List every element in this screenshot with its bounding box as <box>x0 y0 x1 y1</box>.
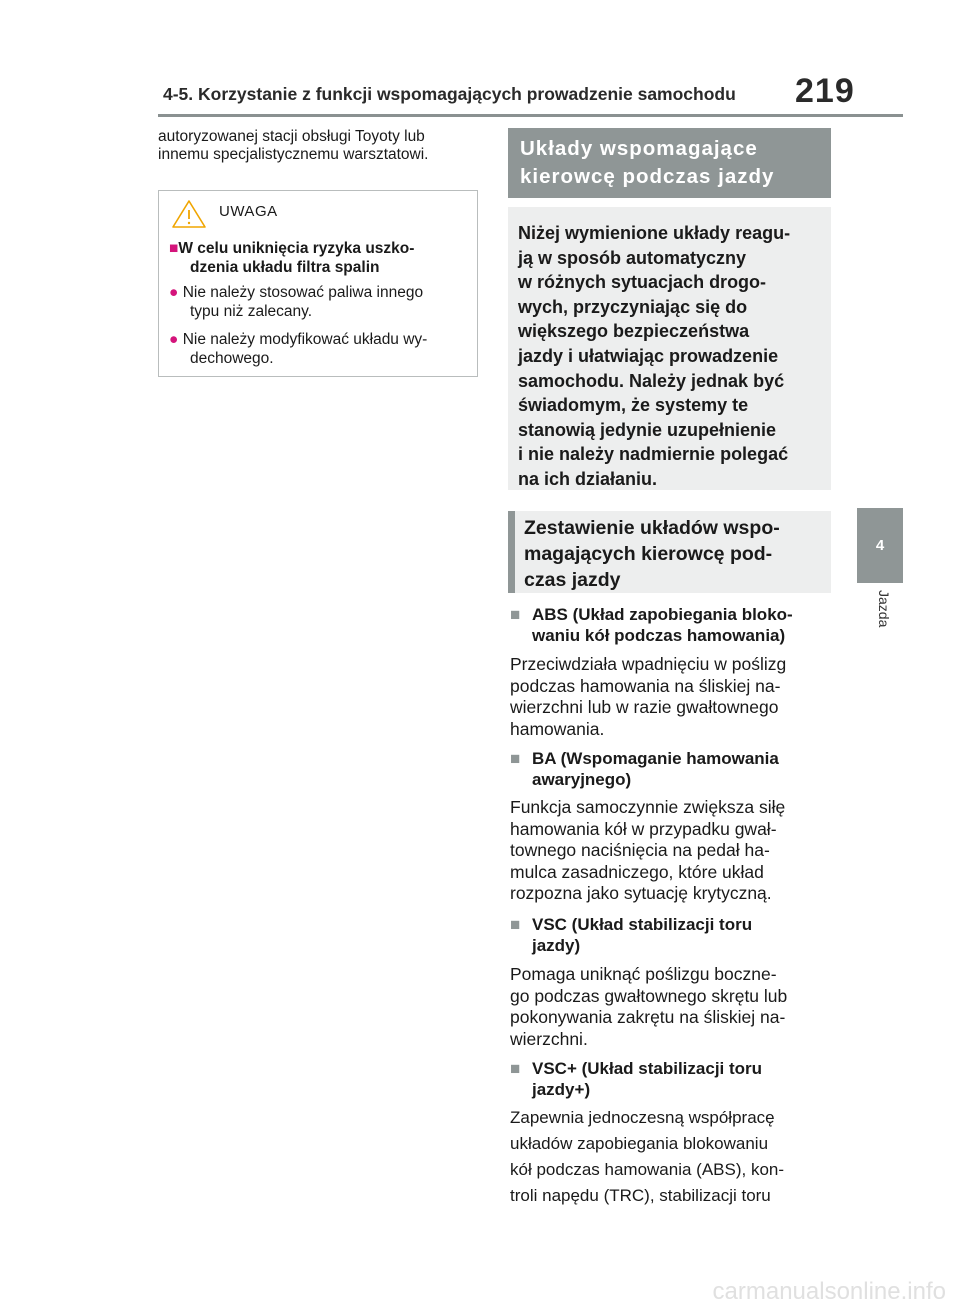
feature-text-vsc-plus <box>510 1105 832 1209</box>
feature-title-abs <box>510 604 832 646</box>
intro-box <box>508 207 831 490</box>
feature-title-line: VSC (Układ stabilizacji toru <box>532 915 753 934</box>
chapter-label: Jazda <box>876 590 892 628</box>
feature-title-line: ABS (Układ zapobiegania bloko- <box>532 605 793 624</box>
section-header-title: 4-5. Korzystanie z funkcji wspomagających prowadzenie samochodu <box>163 84 736 104</box>
feature-text-line: hamowania. <box>510 718 605 739</box>
feature-text-ba <box>510 797 832 905</box>
warning-bullet-line: Nie należy stosować paliwa innego <box>182 284 424 301</box>
continued-paragraph <box>158 128 480 164</box>
feature-text-line: kół podczas hamowania (ABS), kon- <box>510 1160 785 1179</box>
feature-title-line: BA (Wspomaganie hamowania <box>532 749 779 768</box>
feature-text-line: go podczas gwałtownego skrętu lub <box>510 985 788 1006</box>
warning-bullet-line: dechowego. <box>190 350 274 367</box>
feature-title-ba <box>510 748 832 790</box>
intro-line: jazdy i ułatwiając prowadzenie <box>518 345 779 366</box>
warning-bullet <box>169 330 469 368</box>
left-column <box>158 128 480 164</box>
feature-title-line: jazdy) <box>532 936 581 955</box>
feature-title-line: waniu kół podczas hamowania) <box>532 626 786 645</box>
intro-line: ją w sposób automatyczny <box>518 247 747 268</box>
subsection-heading-line: Zestawienie układów wspo- <box>524 517 780 539</box>
paragraph-line: innemu specjalistycznemu warsztatowi. <box>158 146 429 163</box>
feature-title-vsc-plus <box>510 1058 832 1100</box>
feature-text-line: hamowania kół w przypadku gwał- <box>510 818 777 839</box>
square-bullet-icon: ■ <box>510 749 521 768</box>
intro-line: samochodu. Należy jednak być <box>518 370 785 391</box>
square-bullet-icon: ■ <box>510 605 521 624</box>
feature-text-line: Przeciwdziała wpadnięciu w poślizg <box>510 654 787 674</box>
feature-text-line: troli napędu (TRC), stabilizacji toru <box>510 1186 771 1205</box>
chapter-tab <box>857 508 903 583</box>
warning-title: UWAGA <box>219 203 278 220</box>
feature-text-line: Funkcja samoczynnie zwiększa siłę <box>510 797 786 817</box>
feature-text-line: wierzchni lub w razie gwałtownego <box>510 697 779 718</box>
intro-line: wych, przyczyniając się do <box>518 296 748 317</box>
intro-line: stanowią jedynie uzupełnienie <box>518 419 777 440</box>
intro-line: większego bezpieczeństwa <box>518 321 750 342</box>
round-bullet-icon: ● <box>169 331 179 348</box>
square-bullet-icon: ■ <box>169 240 179 257</box>
feature-text-line: pokonywania zakrętu na śliskiej na- <box>510 1007 786 1028</box>
round-bullet-icon: ● <box>169 284 179 301</box>
chapter-number: 4 <box>875 537 885 554</box>
feature-title-line: VSC+ (Układ stabilizacji toru <box>532 1059 763 1078</box>
warning-box <box>158 190 478 377</box>
feature-text-line: mulca zasadniczego, które układ <box>510 861 764 882</box>
feature-text-abs <box>510 654 832 740</box>
page-number: 219 <box>795 72 855 110</box>
warning-triangle-icon <box>171 199 207 234</box>
feature-text-line: rozpozna jako sytuację krytyczną. <box>510 883 772 904</box>
subsection-heading-line: magających kierowcę pod- <box>524 543 773 565</box>
feature-title-vsc <box>510 914 832 956</box>
watermark: carmanualsonline.info <box>712 1278 946 1305</box>
intro-line: i nie należy nadmiernie polegać <box>518 444 789 465</box>
feature-text-line: układów zapobiegania blokowaniu <box>510 1134 769 1153</box>
header-divider <box>158 114 903 117</box>
intro-line: na ich działaniu. <box>518 468 658 489</box>
feature-title-line: awaryjnego) <box>532 770 632 789</box>
square-bullet-icon: ■ <box>510 1059 521 1078</box>
feature-title-line: jazdy+) <box>532 1080 591 1099</box>
warning-heading <box>169 239 469 277</box>
feature-text-line: townego naciśnięcia na pedał ha- <box>510 840 770 861</box>
square-bullet-icon: ■ <box>510 915 521 934</box>
intro-line: Niżej wymienione układy reagu- <box>518 223 791 243</box>
intro-line: świadomym, że systemy te <box>518 395 749 416</box>
feature-text-vsc <box>510 964 832 1050</box>
warning-bullet <box>169 283 469 321</box>
feature-text-line: Pomaga uniknąć poślizgu boczne- <box>510 964 777 984</box>
feature-text-line: Zapewnia jednoczesną współpracę <box>510 1108 775 1127</box>
section-title-bar <box>508 128 831 198</box>
warning-bullet-line: typu niż zalecany. <box>190 303 313 320</box>
subsection-heading-line: czas jazdy <box>524 569 621 591</box>
paragraph-line: autoryzowanej stacji obsługi Toyoty lub <box>158 128 425 145</box>
section-title-line: kierowcę podczas jazdy <box>520 165 775 188</box>
warning-bullet-line: Nie należy modyfikować układu wy- <box>182 331 428 348</box>
intro-line: w różnych sytuacjach drogo- <box>518 272 767 293</box>
warning-heading-line: dzenia układu filtra spalin <box>190 259 380 276</box>
warning-heading-line: W celu uniknięcia ryzyka uszko- <box>178 240 415 257</box>
feature-text-line: podczas hamowania na śliskiej na- <box>510 675 781 696</box>
section-title-line: Układy wspomagające <box>520 137 758 160</box>
feature-text-line: wierzchni. <box>510 1028 588 1049</box>
subsection-heading <box>508 511 831 593</box>
